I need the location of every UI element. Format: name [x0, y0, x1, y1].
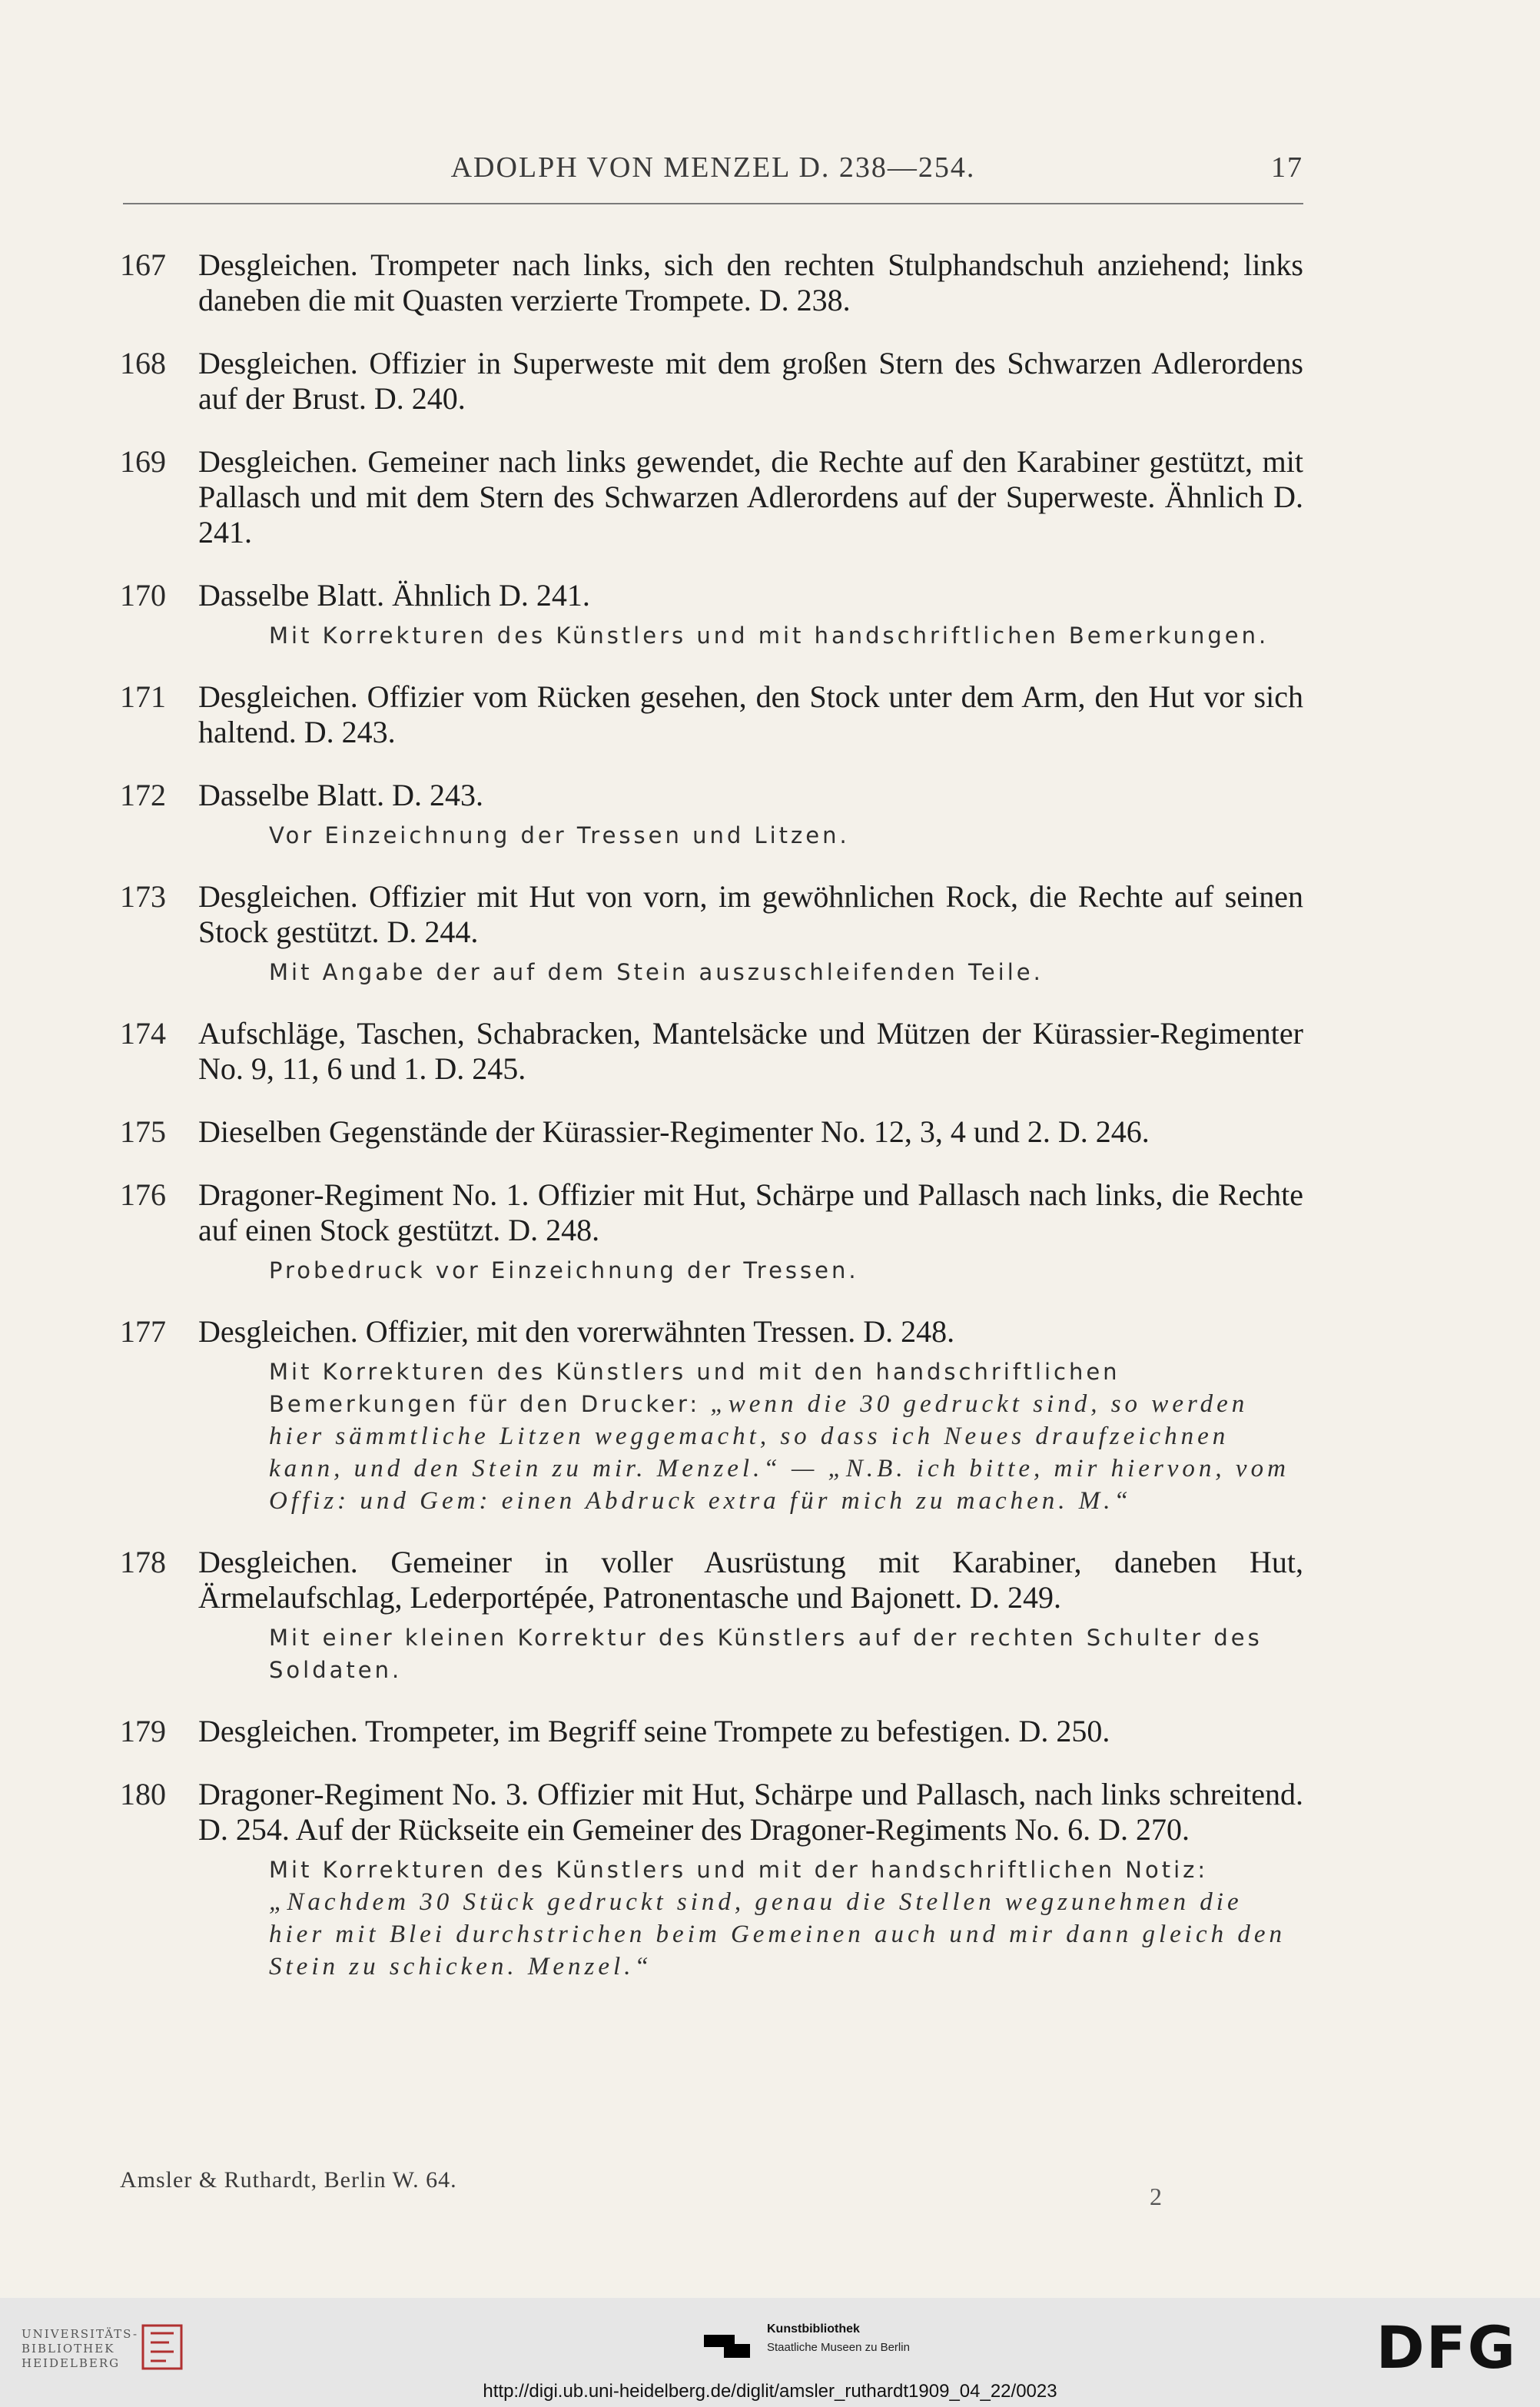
header-rule: [123, 203, 1303, 204]
kunstbibliothek-subtitle: Staatliche Museen zu Berlin: [767, 2341, 910, 2354]
entry-number: 169: [120, 444, 166, 479]
catalogue-entry: [120, 1016, 1303, 1087]
catalogue-entry: [120, 1114, 1303, 1150]
catalogue-entry: [120, 879, 1303, 988]
entry-note: [198, 1254, 1303, 1286]
entry-note-text: Mit Korrekturen des Künstlers und mit den handschriftlichen Bemerkungen für den Drucker:: [269, 1359, 1120, 1417]
entry-note-text: Mit einer kleinen Korrektur des Künstlers auf der rechten Schulter des Soldaten.: [269, 1625, 1263, 1683]
entry-note: [198, 619, 1303, 652]
entry-number: 173: [120, 879, 166, 914]
source-url-link[interactable]: http://digi.ub.uni-heidelberg.de/diglit/amsler_ruthardt1909_04_22/0023: [483, 2381, 1057, 2402]
catalogue-entry: [120, 1714, 1303, 1749]
dfg-logo: DFG: [1376, 2313, 1517, 2382]
entry-note: [198, 956, 1303, 988]
digitization-footer: [0, 2298, 1540, 2407]
entry-number: 179: [120, 1714, 166, 1748]
university-library-name: UNIVERSITÄTS-BIBLIOTHEK HEIDELBERG: [22, 2327, 139, 2370]
catalogue-entry: [120, 1545, 1303, 1686]
entry-note-text: Probedruck vor Einzeichnung der Tressen.: [269, 1257, 859, 1283]
entry-handwritten-quote: „wenn die 30 gedruckt sind, so werden hier sämmtliche Litzen weggemacht, so dass ich Neues draufzeichnen kann, und den Stein zu mir. Menzel.“ — „N.B. ich bitte, mir hiervon, vom Offiz: und Gem: einen Abdruck extra für mich zu machen. M.“: [269, 1390, 1289, 1515]
running-title: ADOLPH VON MENZEL D. 238—254.: [450, 151, 976, 184]
entry-number: 177: [120, 1314, 166, 1349]
catalogue-entry: [120, 1314, 1303, 1517]
entry-number: 167: [120, 247, 166, 282]
kunstbibliothek-name: Kunstbibliothek: [767, 2322, 860, 2336]
entry-number: 171: [120, 679, 166, 714]
catalogue-entries: [120, 247, 1303, 2010]
entry-number: 170: [120, 578, 166, 613]
catalogue-entry: [120, 346, 1303, 417]
catalogue-entry: [120, 679, 1303, 750]
entry-number: 180: [120, 1777, 166, 1811]
entry-description: Desgleichen. Trompeter, im Begriff seine Trompete zu befestigen. D. 250.: [198, 1714, 1110, 1748]
printer-imprint: Amsler & Ruthardt, Berlin W. 64.: [120, 2167, 457, 2193]
page-number: 17: [1271, 151, 1303, 184]
kunstbibliothek-logo-icon: [704, 2330, 758, 2361]
entry-description: Desgleichen. Trompeter nach links, sich den rechten Stulphandschuh anziehend; links daneben die mit Quasten verzierte Trompete. D. 238.: [198, 247, 1303, 317]
entry-description: Desgleichen. Offizier vom Rücken gesehen, den Stock unter dem Arm, den Hut vor sich haltend. D. 243.: [198, 679, 1303, 749]
university-logo-icon: [135, 2319, 189, 2375]
entry-description: Desgleichen. Offizier in Superweste mit dem großen Stern des Schwarzen Adlerordens auf der Brust. D. 240.: [198, 346, 1303, 416]
catalogue-entry: [120, 778, 1303, 852]
entry-note: [198, 1854, 1303, 1983]
catalogue-entry: [120, 444, 1303, 550]
catalogue-entry: [120, 1777, 1303, 1983]
entry-handwritten-quote: „Nachdem 30 Stück gedruckt sind, genau die Stellen wegzunehmen die hier mit Blei durchstrichen beim Gemeinen auch und mir dann gleich den Stein zu schicken. Menzel.“: [269, 1888, 1286, 1980]
entry-note: [198, 1622, 1303, 1686]
entry-description: Desgleichen. Gemeiner in voller Ausrüstung mit Karabiner, daneben Hut, Ärmelaufschlag, Lederportépée, Patronentasche und Bajonett. D. 249.: [198, 1545, 1303, 1615]
entry-description: Dasselbe Blatt. Ähnlich D. 241.: [198, 578, 590, 613]
entry-description: Desgleichen. Gemeiner nach links gewendet, die Rechte auf den Karabiner gestützt, mit Pallasch und mit dem Stern des Schwarzen Adlerordens auf der Superweste. Ähnlich D. 241.: [198, 444, 1303, 549]
entry-description: Dieselben Gegenstände der Kürassier-Regimenter No. 12, 3, 4 und 2. D. 246.: [198, 1114, 1150, 1149]
running-header: [123, 151, 1303, 197]
signature-mark: 2: [1150, 2183, 1163, 2210]
entry-note-text: Mit Korrekturen des Künstlers und mit handschriftlichen Bemerkungen.: [269, 622, 1270, 649]
entry-description: Desgleichen. Offizier mit Hut von vorn, im gewöhnlichen Rock, die Rechte auf seinen Stock gestützt. D. 244.: [198, 879, 1303, 949]
entry-description: Dragoner-Regiment No. 1. Offizier mit Hut, Schärpe und Pallasch nach links, die Rechte auf einen Stock gestützt. D. 248.: [198, 1177, 1303, 1247]
entry-note-text: Mit Korrekturen des Künstlers und mit der handschriftlichen Notiz:: [269, 1857, 1209, 1883]
entry-description: Dragoner-Regiment No. 3. Offizier mit Hut, Schärpe und Pallasch, nach links schreitend. D. 254. Auf der Rückseite ein Gemeiner des Dragoner-Regiments No. 6. D. 270.: [198, 1777, 1303, 1847]
entry-description: Dasselbe Blatt. D. 243.: [198, 778, 484, 812]
entry-note: [198, 1356, 1303, 1517]
entry-description: Desgleichen. Offizier, mit den vorerwähnten Tressen. D. 248.: [198, 1314, 955, 1349]
catalogue-entry: [120, 578, 1303, 652]
entry-note: [198, 819, 1303, 852]
entry-note-text: Mit Angabe der auf dem Stein auszuschleifenden Teile.: [269, 959, 1044, 985]
entry-number: 175: [120, 1114, 166, 1149]
entry-number: 172: [120, 778, 166, 812]
entry-note-text: Vor Einzeichnung der Tressen und Litzen.: [269, 822, 850, 848]
entry-description: Aufschläge, Taschen, Schabracken, Mantelsäcke und Mützen der Kürassier-Regimenter No. 9, 11, 6 und 1. D. 245.: [198, 1016, 1303, 1086]
catalogue-entry: [120, 247, 1303, 318]
entry-number: 168: [120, 346, 166, 380]
entry-number: 174: [120, 1016, 166, 1051]
entry-number: 176: [120, 1177, 166, 1212]
entry-number: 178: [120, 1545, 166, 1579]
catalogue-entry: [120, 1177, 1303, 1286]
